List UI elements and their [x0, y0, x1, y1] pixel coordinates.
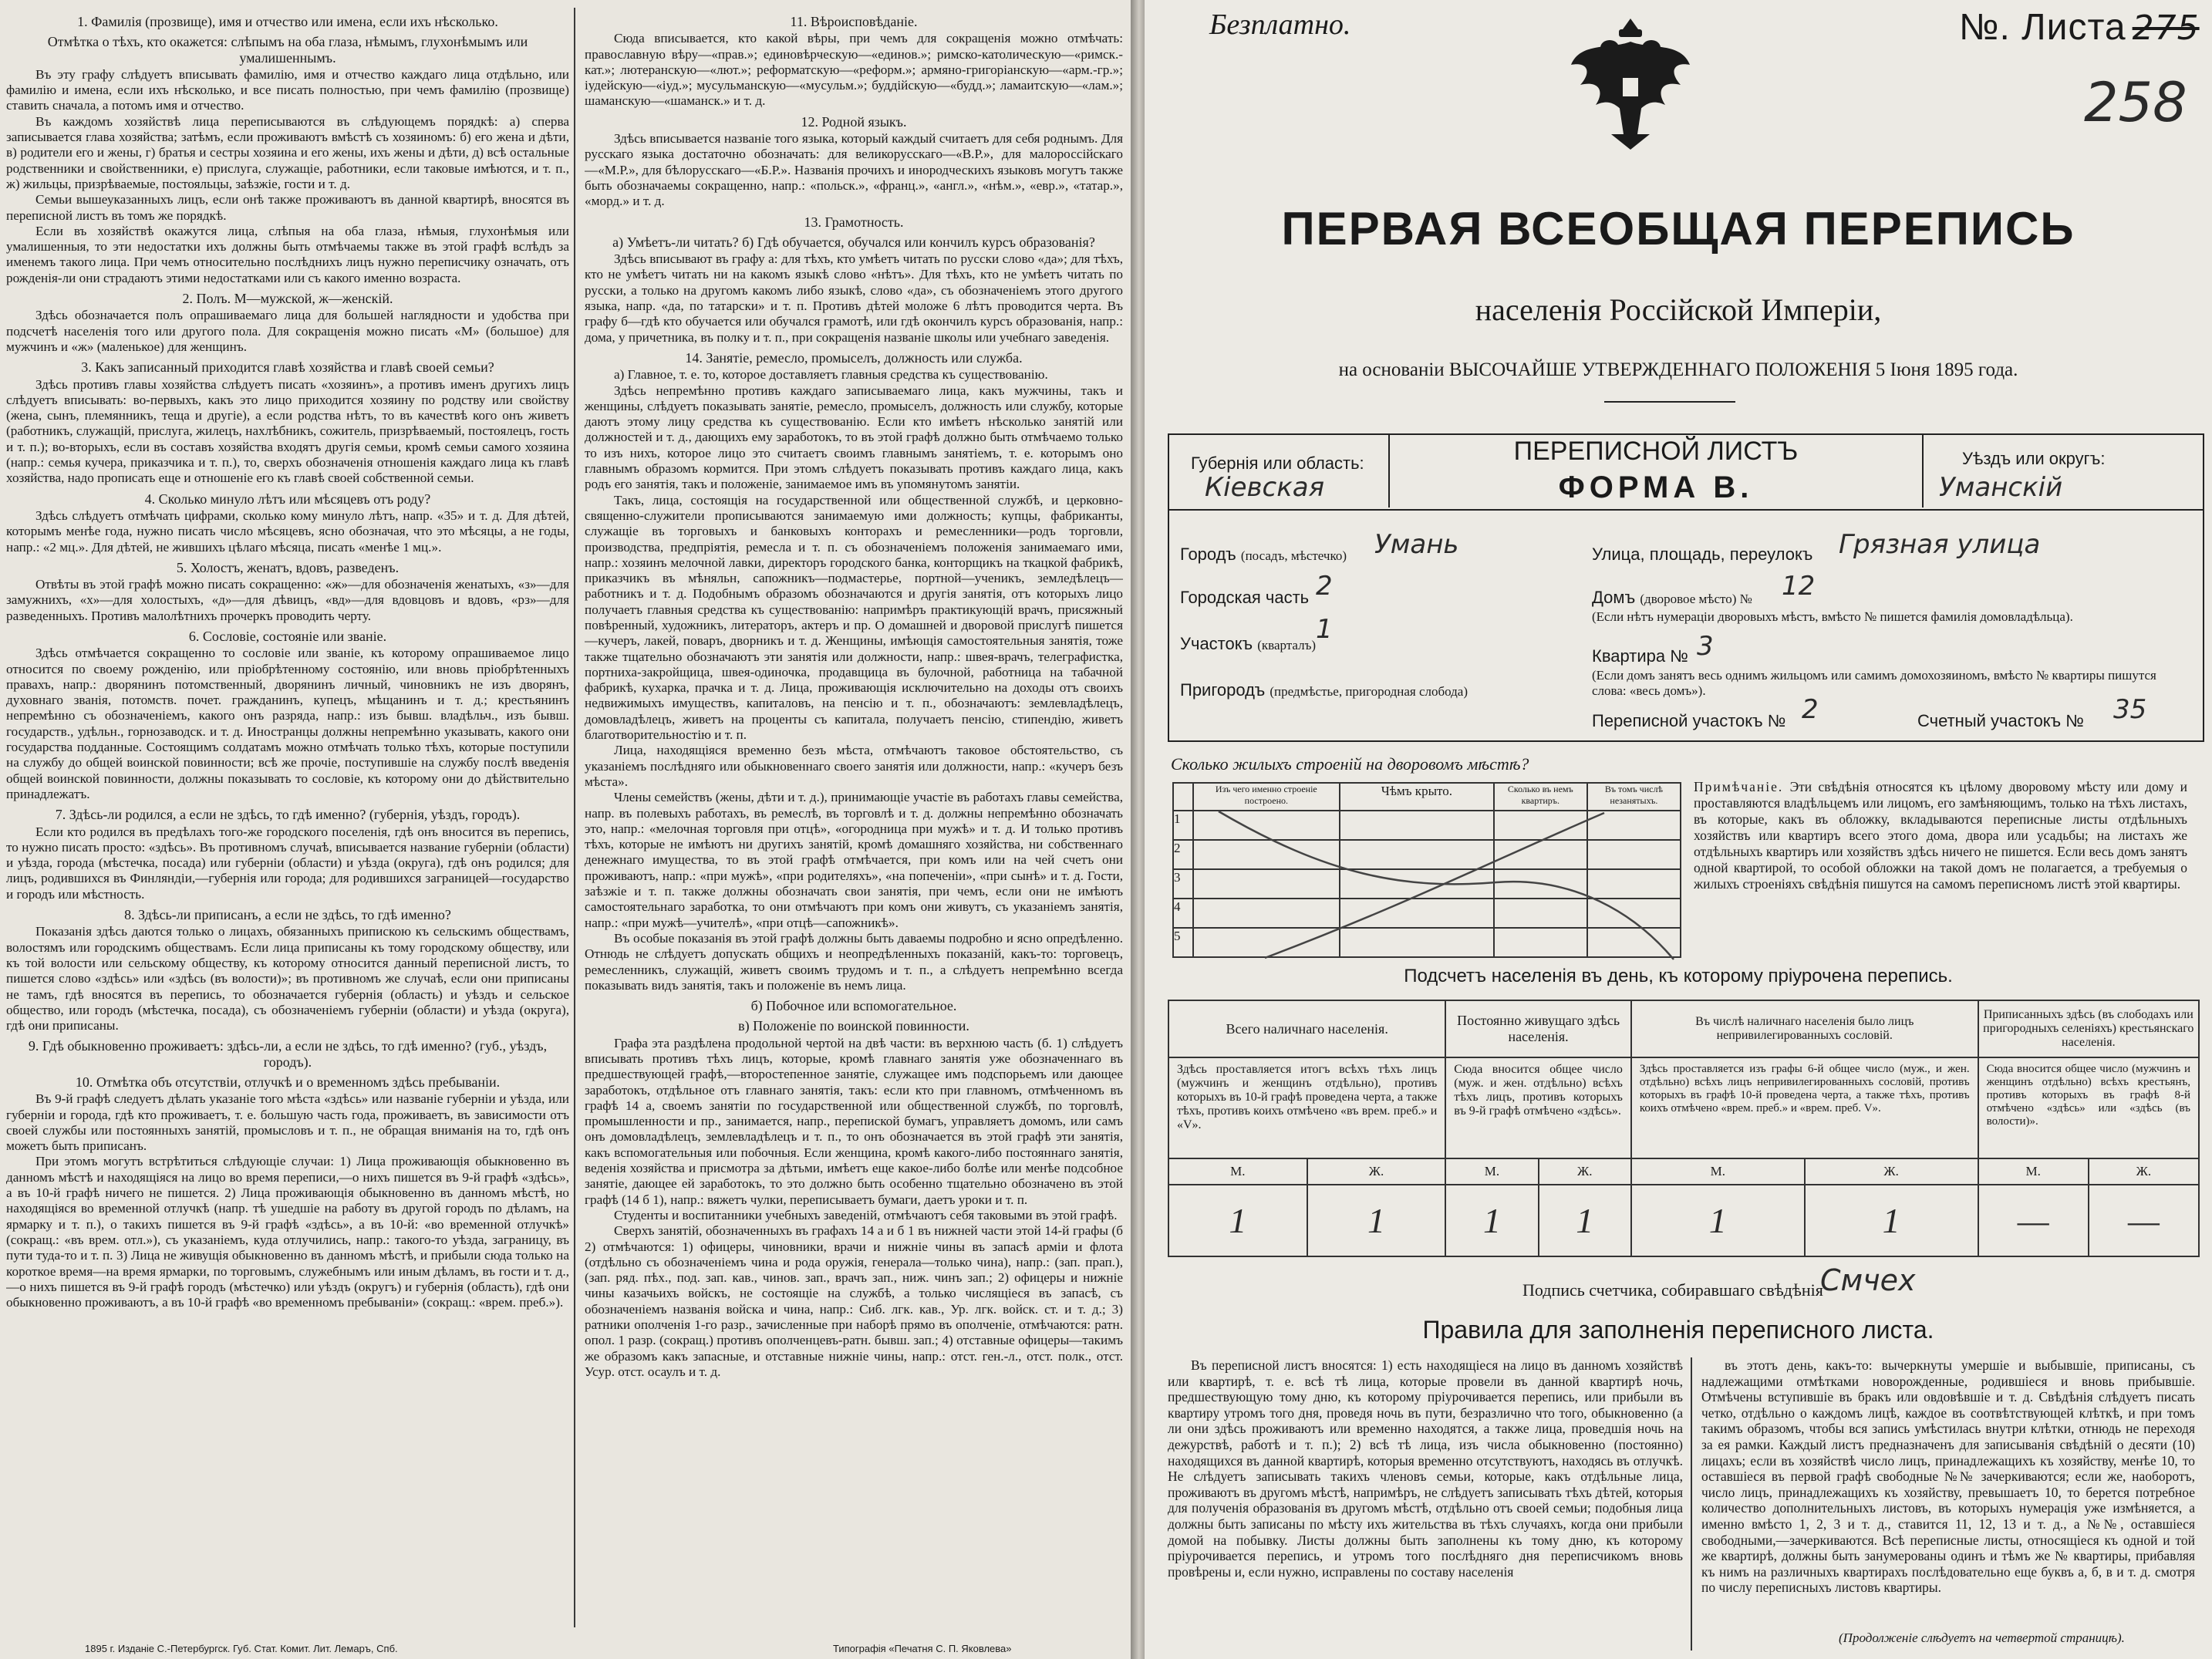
tally-values-row — [1168, 1185, 2199, 1256]
instruction-heading: 2. Полъ. М—мужской, ж—женскій. — [182, 291, 393, 307]
tally-group-head: Приписанныхъ здѣсь (въ слободахъ или пригородныхъ селеніяхъ) крестьянскаго населенія. — [1978, 1000, 2199, 1057]
instruction-heading: а) Умѣетъ-ли читать? б) Гдѣ обучается, обучался или кончилъ курсъ образованія? — [612, 234, 1095, 250]
instruction-paragraph: Здѣсь обозначается полъ опрашиваемаго лица для большей наглядности и удобства при подсчетѣ населенія того или другого пола. Для сокращенія можно писать «М» (большое) для мужчинъ и «ж» (маленькое) для женщинъ. — [6, 308, 569, 354]
instruction-paragraph: При этомъ могутъ встрѣтиться слѣдующіе случаи: 1) Лица проживающія обыкновенно въ данномъ мѣстѣ и находящіяся на лицо во время переписи,—о нихъ пишется въ 9-й графѣ «здѣсь», а въ 10-й графѣ ничего не пишется. 2) Лица проживающія обыкновенно въ данномъ мѣстѣ, но находящіяся во временной отлучкѣ (напр. тѣ ушедшіе на работу въ другой городъ по дѣламъ, на ярмарку и т. п.), о такихъ пишется въ 9-й графѣ «здѣсь», а въ 10-й: «во временной отлучкѣ» (сокращ.: «въ врем. отл.»), съ указаніемъ, куда отлучились, напр.: такого-то уѣзда, заграницу, въ пути туда-то и т. п. 3) Лица не живущія обыкновенно въ данномъ мѣстѣ, и прибыли сюда только на короткое время—на время ярмарки, по торговымъ, служебнымъ или иным дѣламъ, въ гости и т. д.,—о нихъ пишется въ 9-й графѣ городъ (мѣстечко) или уѣздъ (округъ) и губернія (область), гдѣ они обыкновенно проживаютъ, а въ 10-й графѣ «во временномъ пребываніи» (сокращ.: «врем. преб.»). — [6, 1154, 569, 1310]
instruction-paragraph: Въ каждомъ хозяйствѣ лица переписываются въ слѣдующемъ порядкѣ: а) сперва записывается глава хозяйства; затѣмъ, если проживаютъ вмѣстѣ съ хозяиномъ: б) его жена и дѣти, в) родители его и жены, г) братья и сестры хозяина и его жены, ихъ жены и дѣти, д) всѣ остальные родственники и свойственники, е) прислуга, служащіе, работники, если таковые имѣются, и т. п., ж) жильцы, призрѣваемые, постояльцы, заѣзжіе, гости и т. д. — [6, 113, 569, 191]
tally-group-head: Всего наличнаго населенія. — [1168, 1000, 1445, 1057]
legal-basis: на основаніи ВЫСОЧАЙШЕ УТВЕРЖДЕННАГО ПОЛОЖЕНІЯ 5 Іюня 1895 года. — [1338, 359, 2018, 380]
signature-label: Подпись счетчика, собиравшаго свѣдѣнія — [1522, 1280, 1823, 1300]
tally-value: 1 — [1631, 1185, 1805, 1256]
apartment-value: 3 — [1697, 631, 1714, 662]
instructions-column-1 — [6, 9, 569, 1644]
signature-value: Смчех — [1820, 1263, 1916, 1297]
instruction-paragraph: Здѣсь вписывают въ графу а: для тѣхъ, кто умѣетъ читать по русски слово «да»; для тѣхъ, кто не умѣетъ читать ни на какомъ языкѣ слово «нѣтъ». Для тѣхъ, кто не умѣетъ читать по русски, а только на другомъ какомъ либо языкѣ, слово «да», съ обозначеніемъ этого другого языка, напр. «да, по татарски» и т. п. Противъ дѣтей моложе 6 лѣтъ проводится черта. Въ графу б—гдѣ кто обучается или обучался грамотѣ, или гдѣ окончилъ курсъ образованія, напр.: дома, у причетника, въ полку и т. п., при сокращенія названіе школы или учебнаго заведенія. — [585, 251, 1123, 345]
instruction-paragraph: Въ особые показанія въ этой графѣ должны быть даваемы подробно и ясно опредѣленно. Отнюдь не слѣдуетъ допускать общихъ и неопредѣленныхъ показаній, какъ-то: торговецъ, ремесленникъ, служащій, живетъ своимъ трудомъ и т. п., а слѣдуетъ непремѣнно всегда показывать видъ занятія, такъ и положеніе въ немъ лица. — [585, 930, 1123, 993]
instruction-heading: б) Побочное или вспомогательное. — [750, 998, 957, 1014]
instruction-heading: 12. Родной языкъ. — [801, 113, 907, 130]
page-title: ПЕРВАЯ ВСЕОБЩАЯ ПЕРЕПИСЬ — [1281, 203, 2075, 255]
buildings-header: Въ томъ числѣ незанятыхъ. — [1587, 783, 1681, 811]
tally-sex-row — [1168, 1158, 2199, 1185]
tally-value: — — [2089, 1185, 2199, 1256]
house-note: (Если нѣтъ нумераціи дворовыхъ мѣстъ, вмѣсто № пишется фамилія домовладѣльца). — [1592, 609, 2073, 624]
instruction-paragraph: Студенты и воспитанники учебныхъ заведеній, отмѣчаютъ себя таковыми въ этой графѣ. — [614, 1207, 1118, 1222]
printer-imprint-left: 1895 г. Изданіе С.-Петербургск. Губ. Стат. Комит. Лит. Лемаръ, Спб. — [85, 1643, 398, 1654]
instruction-paragraph: Члены семействъ (жены, дѣти и т. д.), принимающіе участіе въ работахъ главы семейства, напр. въ полевыхъ работахъ, въ ремеслѣ, въ торговлѣ и т. д. должны непремѣнно обозначать это, напр.: «мелочная торговля при отцѣ», «огородница при мужѣ» и т. д. И только противъ тѣхъ, которые не имѣютъ ни другихъ занятій, кромѣ домашняго хозяйства, ни собственнаго денежнаго имущества, то въ этой графѣ отмѣчается, при комъ или на чей счетъ они проживаютъ, напр.: «при мужѣ», «при родителяхъ», «на попеченіи», «при сынѣ» и т. д. Гости, заѣзжіе и т. п. также должны обозначать свои занятія, при чемъ, если они не имѣютъ самостоятельнаго заработка, то они отмѣчаютъ при комъ они живутъ, съ указаніемъ занятія, напр.: «при мужѣ—учителѣ», «при отцѣ—сапожникѣ». — [585, 790, 1123, 930]
book-spine — [1131, 0, 1145, 1659]
instruction-heading: 11. Вѣроисповѣданіе. — [790, 14, 918, 29]
free-of-charge-label: Безплатно. — [1209, 8, 1351, 41]
census-area-label: Переписной участокъ № — [1592, 711, 1786, 730]
tally-group-head: Въ числѣ наличнаго населенія было лицъ непривилегированныхъ сословій. — [1631, 1000, 1978, 1057]
instruction-paragraph: Если въ хозяйствѣ окажутся лица, слѣпыя на оба глаза, нѣмыя, глухонѣмыя или умалишенныя, то эти недостатки ихъ должны быть отмѣчаемы также въ этой графѣ вслѣдъ за именемъ такого лица. При чемъ относительно послѣднихъ лицъ нужно переписчику означать, отъ рожденія-ли они страдаютъ этими недостатками или съ какого именно возраста. — [6, 223, 569, 285]
title-rule — [1604, 401, 1735, 403]
instruction-heading: 8. Здѣсь-ли приписанъ, а если не здѣсь, то гдѣ именно? — [124, 907, 451, 923]
sheet-number-struck: 275 — [2132, 8, 2200, 48]
printer-imprint-right: Типографія «Печатня С. П. Яковлева» — [833, 1643, 1012, 1654]
sheet-number-handwritten: 258 — [2084, 71, 2187, 134]
house-label: Домъ (дворовое мѣсто) № — [1592, 588, 1752, 607]
count-area-value: 35 — [2113, 694, 2147, 725]
tally-title: Подсчетъ населенія въ день, къ которому пріурочена перепись. — [1404, 966, 1953, 986]
instruction-paragraph: Сверхъ занятій, обозначенныхъ въ графахъ 14 а и б 1 въ нижней части этой 14-й графы (б 2) отмѣчаются: 1) офицеры, чиновники, врачи и нижніе чины въ запасѣ арміи и флота (отдѣльно съ обозначеніемъ чина и рода оружія, генерала—только чина), напр.: (зап. прап.), (зап. ряд. пѣх., под. зап. кав., чинов. зап., врачъ зап., ниж. чинъ зап.; 2) офицеры и нижніе чины казачьихъ войскъ, не состоящіе на службѣ, а только числящіеся въ запасѣ, съ обозначеніемъ названія войска и чина, напр.: Сиб. лгк. кав., Ур. лгк. войск. ст. и т. д.; 3) ратники ополченія 1-го разр., зачисленные при наборѣ прямо въ ополченіе, отмѣчаются: ратн. опол. 1 разр. (сокращ.) противъ ополченцевъ-ратн. бывш. зап.; 4) отставные офицеры—такимъ же образомъ какъ запасные, и отставные нижніе чины, напр.: отст. ген.-л., отст. полк., отст. Усур. отст. осаулъ и т. д. — [585, 1223, 1123, 1379]
rules-continued: (Продолженіе слѣдуетъ на четвертой страницѣ). — [1839, 1630, 2125, 1645]
sex-label: Ж. — [1805, 1158, 1978, 1185]
form-header-divider — [1922, 433, 1924, 507]
instruction-paragraph: Семьи вышеуказанныхъ лицъ, если онѣ также проживаютъ въ данной квартирѣ, вносятся въ переписной листъ въ томъ же порядкѣ. — [6, 192, 569, 223]
instruction-paragraph: Здѣсь слѣдуетъ отмѣчать цифрами, сколько кому минуло лѣтъ, напр. «35» и т. д. Для дѣтей, которымъ менѣе года, нужно писать число мѣсяцевъ, ясно обозначая, что это мѣсяцы, а не годы, напр.: «2 мц.». Для дѣтей, не жившихъ цѣлаго мѣсяца, писать «менѣе 1 мц.». — [6, 507, 569, 555]
sex-label: Ж. — [1539, 1158, 1631, 1185]
instruction-paragraph: Показанія здѣсь даются только о лицахъ, обязанныхъ припискою къ сельскимъ обществамъ, волостямъ или городскимъ обществамъ. Если лица приписаны къ тому городскому обществу, или къ той волости или сельскому обществу, къ которому относится данный переписной листъ, то пишется слово «здѣсь» или «здѣсь (въ волости)»; въ противномъ же случаѣ, если они приписаны не тамъ, гдѣ вносятся въ перепись, то обозначается губернія (область) и уѣздъ и сельское общество, или городъ (мѣстечка, посада), съ обозначеніемъ губерніи (области) и уѣзда (округа), гдѣ они приписаны. — [6, 924, 569, 1034]
column-divider — [574, 8, 575, 1627]
instruction-paragraph: Лица, находящіяся временно безъ мѣста, отмѣчаютъ таковое обстоятельство, съ указаніемъ послѣдняго или обыкновеннаго своего занятія или должности, напр.: «кучеръ безъ мѣста». — [585, 743, 1123, 789]
sheet-number — [1959, 6, 2200, 49]
rules-divider — [1691, 1357, 1692, 1651]
sex-label: М. — [1168, 1158, 1307, 1185]
instruction-paragraph: Графа эта раздѣлена продольной чертой на двѣ части: въ верхнюю часть (б. 1) слѣдуетъ вписывать противъ тѣхъ лицъ, которые, кромѣ главнаго занятія уже обозначеннаго въ предшествующей графѣ,—второстепенное занятіе, служащее имъ подспорьемъ или дающее заработокъ, отдѣльное отъ главнаго занятія, такъ: если кто при главномъ, отмѣченномъ въ графѣ 14 а, своемъ занятіи по государственной или общественной службѣ, по торговлѣ, промышленности и пр., занимается, напр., перепиской бумагъ, управляетъ домомъ, или самъ онъ домовладѣлецъ, землевладѣлецъ и т. п., то онъ обозначается въ этой графѣ эти занятія, какъ вспомогательныя или побочныя. Если женщина, кромѣ какого-либо постояннаго занятія, веденія хозяйства и присмотра за дѣтьми, имѣетъ еще какое-либо болѣе или менѣе подсобное занятіе, дающее ей заработокъ, то это должно быть особенно тщательно обозначено въ этой графѣ (14 б 1), напр.: вяжетъ чулки, переписываетъ бумаги, даетъ уроки и т. п. — [585, 1035, 1123, 1207]
tally-group-desc: Здѣсь проставляется итогъ всѣхъ тѣхъ лицъ (мужчинъ и женщинъ отдѣльно), противъ которыхъ въ 10-й графѣ проведена черта, а также тѣхъ, противъ коихъ отмѣчено «въ врем. преб.» и «V». — [1168, 1057, 1445, 1158]
instruction-heading: 5. Холостъ, женатъ, вдовъ, разведенъ. — [176, 559, 400, 575]
instruction-paragraph: Здѣсь непремѣнно противъ каждаго записываемаго лица, какъ мужчины, такъ и женщины, слѣдуетъ показывать занятіе, ремесло, промыселъ, должность или службу, которые даютъ этому лицу средства къ существованію. Если кто имѣетъ нѣсколько занятій или должностей и т. д., дающихъ ему заработокъ, то въ этой графѣ должно быть отмѣчаемо только то изъ нихъ, которое лицо это считаетъ своимъ главнымъ занятіемъ, т. е. которымъ оно главнымъ образомъ кормится. При этомъ слѣдуетъ показывать противъ каждаго лица, какъ родъ его занятія, такъ и положеніе, занимаемое имъ въ упомянутомъ занятіи. — [585, 383, 1123, 492]
tally-value: 1 — [1168, 1185, 1307, 1256]
sex-label: М. — [1631, 1158, 1805, 1185]
instructions-column-2 — [585, 9, 1123, 1644]
buildings-header: Чѣмъ крыто. — [1340, 783, 1494, 811]
sex-label: Ж. — [1307, 1158, 1446, 1185]
sex-label: М. — [1445, 1158, 1538, 1185]
guberniya-label: Губернія или область: — [1191, 454, 1364, 473]
instruction-paragraph: Такъ, лица, состоящія на государственной или общественной службѣ, и церковно-священно-служители прописываются занимаемую ими должность; купцы, фабриканты, служащіе въ торговыхъ и банковыхъ конторахъ и ремесленники—родъ торговли, производства, предпріятія, ремесла и т. п. съ обозначеніемъ положенія занимаемаго ими, напр.: хозяинъ мелочной лавки, директоръ городского банка, конторщикъ на ткацкой фабрикѣ, приказчикъ въ мѣняльн, сапожникъ—подмастерье, портной—ученикъ, земледѣлецъ—работникъ и т. д. Подобнымъ образомъ обозначаются и другія занятія, отъ которыхъ лицо получаетъ главныя средства къ существованію: напримѣръ практикующій врачъ, присяжный повѣренный, художникъ, литераторъ, актеръ и пр. О домашней и дворовой прислугѣ пишется—кучеръ, лакей, поваръ, дворникъ и т. д. Женщины, имѣющія самостоятельныя занятія, тоже также тщательно обозначаютъ эти занятія или должности, напр.: швея-врачъ, телеграфистка, портниха-закройщица, швея-одиночка, продавщица въ булочной, работница на табачной фабрикѣ, кухарка, прачка и т. д. Лица, проживающія исключительно на доходы отъ своихъ недвижимыхъ имуществъ, капиталовъ, на пенсію и т. п., обозначаютъ: землевладѣлецъ, домовладѣлецъ, живетъ на проценты съ капитала, получаетъ пенсію, стипендію, живетъ благотворительностію и т. п. — [585, 492, 1123, 743]
buildings-row-number: 4 — [1173, 899, 1193, 928]
tally-table — [1168, 1000, 2200, 1257]
instruction-paragraph: Если кто родился въ предѣлахъ того-же городского поселенія, гдѣ онъ вносится въ перепись, то нужно писать просто: «здѣсь». Въ противномъ случаѣ, вписывается название губерніи (области) и уѣзда, города (мѣстечка, посада) или губерніи (области) и уѣзда (округа), гдѣ онъ родился; для лицъ, родившихся въ Финляндіи,—губернія или города; для родившихся заграницей—государство и городъ или мѣстность. — [6, 824, 569, 902]
double-headed-eagle-emblem-icon — [1565, 11, 1696, 157]
buildings-remark: Примѣчаніе. Эти свѣдѣнія относятся къ цѣлому дворовому мѣсту или дому и проставляются владѣльцемъ или лицомъ, его замѣняющимъ, только на тѣхъ листахъ, въ которые, какъ въ обложку, вкладываются переписные листы отдѣльныхъ хозяйствъ или квартиръ всего этого дома, двора или усадьбы; на листахъ же отдѣльныхъ квартиръ или хозяйствъ здѣсь ничего не пишется. Если весь домъ занятъ одной квартирой, то особой обложки на такой домъ не полагается, а требуемыя о жилыхъ строеніяхъ свѣдѣнія пишутся на самомъ переписномъ листѣ этой квартиры. — [1694, 779, 2188, 892]
sex-label: М. — [1978, 1158, 2089, 1185]
tally-value: 1 — [1805, 1185, 1978, 1256]
apartment-label: Квартира № — [1592, 646, 1688, 666]
tally-group-desc: Здѣсь проставляется изъ графы 6-й общее число (муж., и жен. отдѣльно) всѣхъ лицъ непривилегированныхъ сословій, противъ которыхъ въ графѣ 10-й проведена черта, а также тѣхъ, противъ коихъ отмѣчено «врем. преб.» и «врем. преб. V». — [1631, 1057, 1978, 1158]
buildings-row-number: 2 — [1173, 840, 1193, 869]
district-value: 1 — [1316, 614, 1333, 645]
tally-group-head: Постоянно живущаго здѣсь населенія. — [1445, 1000, 1631, 1057]
street-value: Грязная улица — [1839, 529, 2041, 560]
tally-value: — — [1978, 1185, 2089, 1256]
apartment-note: (Если домъ занятъ весь однимъ жильцомъ или самимъ домохозяиномъ, вмѣсто № квартиры пишутся слова: «весь домъ»). — [1592, 668, 2156, 698]
page-subtitle: населенія Россійской Имперіи, — [1475, 292, 1882, 327]
rules-column-1: Въ переписной листъ вносятся: 1) есть находящіеся на лицо въ данномъ хозяйствѣ или квартирѣ, т. е. всѣ тѣ лица, которые провели въ данной квартирѣ ночь, предшествующую тому дню, къ которому пріурочивается перепись, или прибыли въ квартиру утромъ того дня, проведя ночь въ пути, безразлично что того, обыкновенно (а ли они здѣсь проживаютъ или временно находятся, а также лица, проведшія ночь на дежурствѣ, работѣ и т. п.); 2) всѣ тѣ лица, изъ числа обыкновенно (постоянно) находящихся въ данной квартирѣ, которыя временно отсутствуютъ, находясь въ отлучкѣ. Не слѣдуетъ записывать такихъ членовъ семьи, которые, какъ отдѣльные лица, проживаютъ въ другомъ мѣстѣ, напримѣръ, не слѣдуетъ записывать тѣхъ дѣтей, которыя для полученія образованія въ другомъ мѣстѣ, отдѣльно отъ своей семьи; подобныя лица должны быть записаны по мѣсту ихъ жительства въ тѣхъ случаяхъ, когда они прибыли домой на побывку. Листы должны быть заполнены къ тому дню, къ которому пріурочивается перепись, и утромъ того послѣдняго дня переписчикомъ вновь провѣрены и, если нужно, исправлены по составу населенія — [1168, 1357, 1683, 1580]
tally-value: 1 — [1445, 1185, 1538, 1256]
instruction-paragraph: Отвѣты въ этой графѣ можно писать сокращенно: «ж»—для обозначенія женатыхъ, «з»—для замужнихъ, «х»—для холостыхъ, «д»—для дѣвицъ, «вд»—для вдовцовъ и вдовъ, «рз»—для разведенныхъ. Противъ малолѣтнихъ прочеркъ проводить черту. — [6, 577, 569, 623]
city-label: Городъ (посадъ, мѣстечко) — [1180, 545, 1347, 564]
census-area-value: 2 — [1802, 694, 1819, 725]
right-page — [1145, 0, 2212, 1659]
instruction-heading: 7. Здѣсь-ли родился, а если не здѣсь, то гдѣ именно? (губернія, уѣздъ, городъ). — [55, 807, 521, 823]
instruction-heading: Отмѣтка о тѣхъ, кто окажется: слѣпымъ на оба глаза, нѣмымъ, глухонѣмымъ или умалишеннымъ. — [47, 34, 528, 66]
buildings-header: Изъ чего именно строеніе построено. — [1193, 783, 1340, 811]
tally-value: 1 — [1539, 1185, 1631, 1256]
form-title: ПЕРЕПИСНОЙ ЛИСТЪ — [1513, 437, 1799, 466]
rules-column-2: въ этотъ день, какъ-то: вычеркнуты умершіе и выбывшіе, приписаны, съ надлежащими отмѣтками новорожденные, родившіеся и вновь прибывшіе. Отмѣчены вступившіе въ бракъ или овдовѣвшіе и т. д. Свѣдѣнія слѣдуетъ писать четко, отдѣльно о каждомъ лицѣ, каждое въ соотвѣтствующей клѣткѣ, и при томъ такимъ образомъ, чтобы вся запись умѣстилась внутри клѣтки, отнюдь не переходя за ея рамки. Каждый листъ предназначенъ для записыванія свѣдѣній о десяти (10) лицахъ; если въ хозяйствѣ число лицъ, принадлежащихъ къ хозяйству, менѣе 10, то оставшіеся въ первой графѣ свободные №№ зачеркиваются; если же, наоборотъ, число лицъ, принадлежащихъ къ хозяйству, превышаетъ 10, то берется потребное количество дополнительныхъ листовъ, въ которыхъ нумерація уже измѣняется, а именно вмѣсто 1, 2, 3 и т. д., ставится 11, 12, 13 и т. д., а №№, оставшіеся свободными,—зачеркиваются. Всѣ переписные листы, относящіеся къ одной и той же квартирѣ, должны быть занумерованы одинъ и тѣмъ же № квартиры, прибавляя къ нимъ на различныхъ квартирахъ послѣдовательно еще буквъ а, б, в и т. д. смотря по числу переписныхъ листовъ квартиры. — [1701, 1357, 2195, 1596]
instruction-paragraph: а) Главное, т. е. то, которое доставляетъ главныя средства къ существованію. — [614, 367, 1048, 383]
instruction-paragraph: Здѣсь вписывается названіе того языка, который каждый считаетъ для себя роднымъ. Для русскаго языка достаточно обозначать: для великорусскаго—«В.Р.», для малороссійскаго—«М.Р.», для бѣлорусскаго—«Б.Р.». Названія прочихъ и инородческихъ языковъ могутъ также быть обозначаемы сокращенно, напр.: «польск.», «франц.», «англ.», «нѣм.», «евр.», «татар.», «морд.» и т. д. — [585, 131, 1123, 209]
instruction-heading: 1. Фамилія (прозвище), имя и отчество или имена, если ихъ нѣсколько. — [77, 14, 498, 29]
street-label: Улица, площадь, переулокъ — [1592, 545, 1813, 564]
instruction-heading: 14. Занятіе, ремесло, промыселъ, должность или служба. — [685, 349, 1023, 366]
buildings-crossout-strokes — [1172, 782, 1697, 967]
count-area-label: Счетный участокъ № — [1917, 711, 2084, 730]
uezd-value: Уманскій — [1939, 472, 2063, 503]
tally-group-desc: Сюда вносится общее число (муж. и жен. отдѣльно) всѣхъ тѣхъ лицъ, противъ которыхъ въ 9-й графѣ отмѣчено «здѣсь». — [1445, 1057, 1631, 1158]
sex-label: Ж. — [2089, 1158, 2199, 1185]
buildings-row-number: 3 — [1173, 869, 1193, 899]
guberniya-value: Кіевская — [1205, 472, 1325, 503]
buildings-header: Сколько въ немъ квартиръ. — [1494, 783, 1587, 811]
instruction-paragraph: Здѣсь отмѣчается сокращенно то сословіе или званіе, къ которому опрашиваемое лицо относится по своему рожденію, или пріобрѣтенному состоянію, или вновь пріобрѣтенныхъ правахъ, напр.: дворянинъ потомственный, дворянинъ личный, чиновникъ не изъ дворянъ, духовнаго званія, потомств. почет. гражданинъ, купецъ, мѣщанинъ и т. д.; крестьянинъ непремѣнно съ обозначеніемъ, какого онъ разряда, напр.: изъ бывш. владѣльч., изъ бывш. государств., удѣльн., горнозаводск. и т. д. Иностранцы должны непремѣнно указывать, какого они государства подданные. Состоящимъ солдатамъ можно отмѣчать только тѣхъ, которые поступили на службу до общей воинской повинности; всѣ же прочіе, поступившіе на службу послѣ введенія общей воинской повинности, должны показывать то сословіе, къ которому они до дѣйствительно принадлежатъ. — [6, 646, 569, 801]
house-value: 12 — [1782, 571, 1816, 602]
instruction-heading: 3. Какъ записанный приходится главѣ хозяйства и главѣ своей семьи? — [81, 359, 494, 376]
uezd-label: Уѣздъ или округъ: — [1962, 449, 2106, 468]
instruction-paragraph: Здѣсь противъ главы хозяйства слѣдуетъ писать «хозяинъ», а противъ именъ другихъ лицъ слѣдуетъ вписывать: во-первыхъ, какъ это лицо приходится хозяину по родству или свойству (жена, сынъ, племянникъ, теща и другіе), а если родства нѣтъ, то въ качествѣ кого онъ живетъ (работникъ, служащій, прислуга, жилецъ, нахлѣбникъ, сожитель, призрѣваемый, постоялецъ, гость и т. п.); во-вторыхъ, если въ составъ хозяйства входятъ другія семьи, кромѣ семьи самого хозяина (напр.: семья кучера, приказчика и т. п.), то, сверхъ обозначенія отношенія каждаго лица къ главѣ хозяйства, надо прописать еще и отношеніе его къ главѣ своей собственной семьи. — [6, 376, 569, 486]
buildings-row-number: 5 — [1173, 928, 1193, 957]
city-part-label: Городская часть — [1180, 588, 1310, 607]
tally-value: 1 — [1307, 1185, 1446, 1256]
instruction-heading: в) Положеніе по воинской повинности. — [738, 1018, 969, 1034]
suburb-label: Пригородъ (предмѣстье, пригородная слобода) — [1180, 680, 1468, 700]
city-value: Умань — [1374, 529, 1459, 560]
instruction-paragraph: Сюда вписывается, кто какой вѣры, при чемъ для сокращенія можно отмѣчать: православную вѣру—«прав.»; единовѣрческую—«единов.»; римско-католическую—«римск.-кат.»; лютеранскую—«лют.»; реформатскую—«реформ.»; армяно-григоріанскую—«арм.-гр.»; іудейскую—«іуд.»; мусульманскую—«мусульм.»; буддійскую—«будд.»; ламаитскую—«лам.»; шаманскую—«шаманск.» и т. д. — [585, 31, 1123, 109]
city-part-value: 2 — [1316, 571, 1333, 602]
buildings-row-number: 1 — [1173, 811, 1193, 840]
instruction-heading: 4. Сколько минуло лѣтъ или мѣсяцевъ отъ роду? — [144, 491, 431, 507]
instruction-heading: 9. Гдѣ обыкновенно проживаетъ: здѣсь-ли, а если не здѣсь, то гдѣ именно? (губ., уѣздъ, городъ). — [28, 1038, 548, 1070]
sheet-number-label: №. Листа — [1959, 7, 2126, 48]
instruction-heading: 10. Отмѣтка объ отсутствіи, отлучкѣ и о временномъ здѣсь пребываніи. — [75, 1074, 501, 1090]
form-letter: ФОРМА В. — [1558, 470, 1754, 504]
tally-group-desc: Сюда вносится общее число (мужчинъ и женщинъ отдѣльно) всѣхъ крестьянъ, противъ которыхъ въ графѣ 8-й отмѣчено «здѣсь» или «здѣсь (въ волости)». — [1978, 1057, 2199, 1158]
buildings-question: Сколько жилыхъ строеній на дворовомъ мѣстѣ? — [1171, 754, 1529, 774]
rules-title: Правила для заполненія переписного листа. — [1422, 1316, 1934, 1344]
instruction-paragraph: Въ эту графу слѣдуетъ вписывать фамилію, имя и отчество каждаго лица отдѣльно, или фамилію и имена, если ихъ нѣсколько, и все писать полностью, при чемъ фамилію (прозвище) ставить сначала, а потомъ имя и отчество. — [6, 66, 569, 113]
instruction-heading: 13. Грамотность. — [804, 214, 904, 230]
instruction-paragraph: Въ 9-й графѣ следуетъ дѣлать указаніе того мѣста «здѣсь» или названіе губерніи и уѣзда, или губерніи и города, гдѣ кто проживаетъ, т. е. большую часть года, проживаетъ, въ зависимости отъ своей службы или постоянныхъ занятій, промысловъ и т. п., не обращая вниманія на то, гдѣ онъ можетъ быть приписанъ. — [6, 1091, 569, 1154]
district-label: Участокъ (кварталъ) — [1180, 634, 1317, 653]
instruction-heading: 6. Сословіе, состояніе или званіе. — [188, 628, 387, 644]
